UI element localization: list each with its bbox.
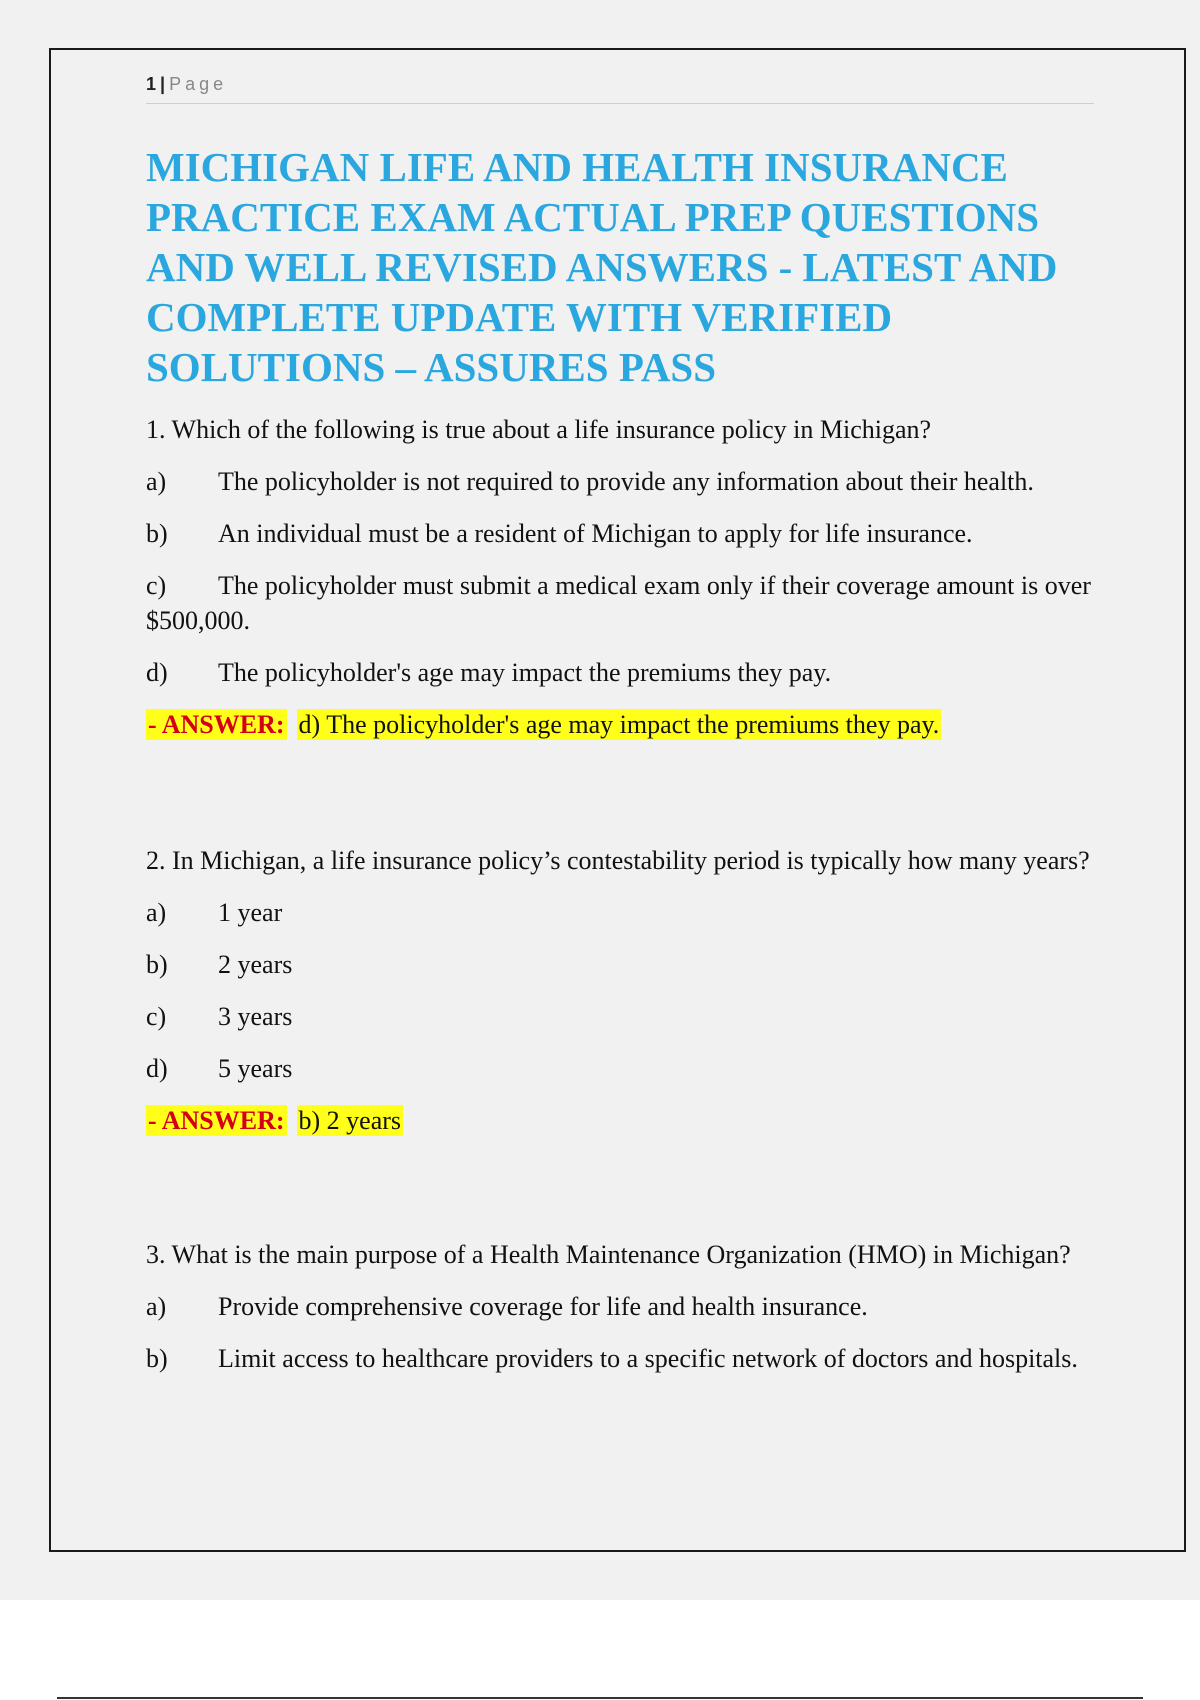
option-a: [146, 1289, 1136, 1324]
answer-line: [146, 1103, 1136, 1138]
page-label: Page: [169, 74, 228, 94]
option-d: [146, 655, 1136, 690]
option-letter: a): [146, 467, 167, 496]
option-text: The policyholder's age may impact the premiums they pay.: [218, 658, 832, 687]
option-text: Provide comprehensive coverage for life and health insurance.: [218, 1292, 868, 1321]
option-letter: a): [146, 898, 167, 927]
question-block-2: [146, 843, 1136, 1138]
option-text: 2 years: [218, 950, 293, 979]
option-a: [146, 895, 1136, 930]
bottom-rule: [57, 1697, 1143, 1699]
page-separator: |: [160, 74, 166, 94]
question-block-3: [146, 1237, 1136, 1393]
page-number-header: [146, 74, 227, 95]
question-text: 2. In Michigan, a life insurance policy’s contestability period is typically how many years?: [146, 846, 1090, 875]
option-text: An individual must be a resident of Michigan to apply for life insurance.: [218, 519, 973, 548]
document-page: [49, 48, 1186, 1552]
answer-line: [146, 707, 1136, 742]
question-block-1: [146, 412, 1136, 742]
option-text: The policyholder is not required to provide any information about their health.: [218, 467, 1034, 496]
option-c: [146, 999, 1136, 1034]
option-c: [146, 568, 1136, 638]
answer-text: b) 2 years: [298, 1106, 402, 1135]
question-text: 1. Which of the following is true about a life insurance policy in Michigan?: [146, 415, 932, 444]
option-letter: a): [146, 1292, 167, 1321]
option-b: [146, 1341, 1136, 1376]
answer-label: - ANSWER:: [148, 1106, 285, 1135]
answer-label: - ANSWER:: [148, 710, 285, 739]
option-letter: c): [146, 1002, 167, 1031]
option-b: [146, 947, 1136, 982]
option-letter: d): [146, 1054, 168, 1083]
header-rule: [146, 103, 1094, 104]
answer-text: d) The policyholder's age may impact the premiums they pay.: [298, 710, 940, 739]
option-letter: b): [146, 519, 168, 548]
option-text: 5 years: [218, 1054, 293, 1083]
option-letter: b): [146, 1344, 168, 1373]
option-b: [146, 516, 1136, 551]
option-letter: c): [146, 571, 167, 600]
option-text: 3 years: [218, 1002, 293, 1031]
option-text: 1 year: [218, 898, 283, 927]
option-a: [146, 464, 1136, 499]
option-d: [146, 1051, 1136, 1086]
question-text: 3. What is the main purpose of a Health Maintenance Organization (HMO) in Michigan?: [146, 1240, 1071, 1269]
option-letter: b): [146, 950, 168, 979]
option-text: The policyholder must submit a medical exam only if their coverage amount is over $500,000.: [146, 571, 1091, 635]
document-title: MICHIGAN LIFE AND HEALTH INSURANCE PRACTICE EXAM ACTUAL PREP QUESTIONS AND WELL REVISED ANSWERS - LATEST AND COMPLETE UPDATE WITH VERIFIED SOLUTIONS – ASSURES PASS: [146, 144, 1058, 390]
option-text: Limit access to healthcare providers to a specific network of doctors and hospitals.: [218, 1344, 1078, 1373]
option-letter: d): [146, 658, 168, 687]
page-number: 1: [146, 74, 157, 94]
